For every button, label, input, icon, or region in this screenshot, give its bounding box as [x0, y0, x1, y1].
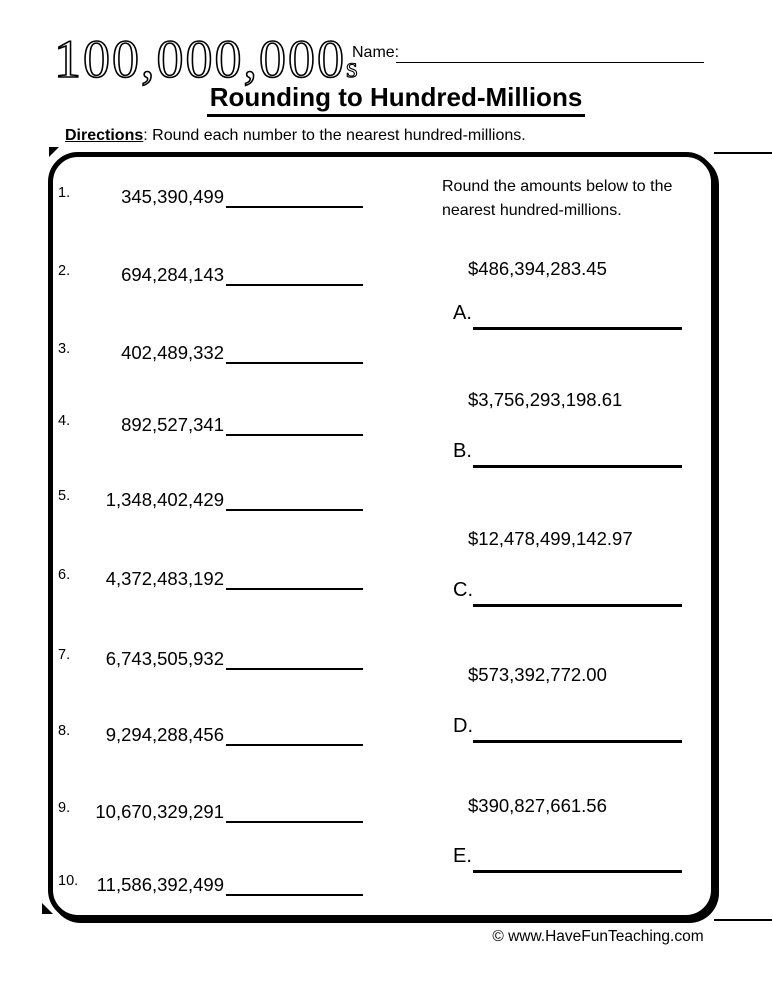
- problem-number: 7.: [58, 647, 71, 663]
- problem-row-8: [58, 719, 363, 747]
- answer-line-d[interactable]: [473, 740, 682, 743]
- problem-number: 9.: [58, 800, 71, 816]
- problem-row-7: [58, 643, 363, 671]
- title-wrap: [20, 84, 772, 117]
- money-instruction-line1: Round the amounts below to the: [442, 178, 673, 195]
- problem-value: 694,284,143: [121, 264, 224, 285]
- problem-row-4: [58, 409, 363, 437]
- problem-value: 11,586,392,499: [96, 874, 224, 895]
- problem-number: 6.: [58, 567, 71, 583]
- problem-row-2: [58, 259, 363, 287]
- answer-blank-8[interactable]: [226, 724, 363, 746]
- problem-number: 2.: [58, 263, 71, 279]
- problem-number: 10.: [58, 873, 79, 889]
- problem-value: 402,489,332: [121, 342, 224, 363]
- money-answer-row-d: [453, 715, 682, 745]
- answer-blank-6[interactable]: [226, 568, 363, 590]
- answer-line-a[interactable]: [473, 327, 682, 330]
- directions-label: Directions: [65, 127, 144, 144]
- money-instruction-line2: nearest hundred-millions.: [442, 202, 622, 219]
- answer-blank-10[interactable]: [226, 874, 363, 896]
- answer-blank-2[interactable]: [226, 264, 363, 286]
- money-answer-row-c: [453, 579, 682, 609]
- money-instruction: [442, 175, 672, 223]
- answer-line-e[interactable]: [473, 870, 682, 873]
- problem-row-9: [58, 796, 363, 824]
- problem-value: 9,294,288,456: [105, 724, 224, 745]
- money-amount-a: $486,394,283.45: [468, 258, 607, 279]
- problem-value: 892,527,341: [121, 414, 224, 435]
- logo-suffix: s: [346, 51, 358, 84]
- money-amount-d: $573,392,772.00: [468, 664, 607, 685]
- corner-notch-top-left: [49, 147, 59, 157]
- problem-number: 1.: [58, 185, 71, 201]
- name-label: Name:: [352, 44, 400, 61]
- money-answer-row-a: [453, 302, 682, 332]
- problem-value: 6,743,505,932: [105, 648, 224, 669]
- top-extension-line: [714, 152, 772, 154]
- page-title: Rounding to Hundred-Millions: [207, 84, 586, 117]
- problem-value: 10,670,329,291: [95, 801, 224, 822]
- answer-blank-3[interactable]: [226, 342, 363, 364]
- problem-value: 4,372,483,192: [105, 568, 224, 589]
- directions: [65, 126, 526, 146]
- answer-line-b[interactable]: [473, 465, 682, 468]
- problem-number: 8.: [58, 723, 71, 739]
- money-amount-c: $12,478,499,142.97: [468, 528, 633, 549]
- answer-letter: D.: [453, 715, 473, 737]
- problem-value: 345,390,499: [121, 186, 224, 207]
- money-answer-row-b: [453, 440, 682, 470]
- money-amount-b: $3,756,293,198.61: [468, 389, 623, 410]
- problem-row-5: [58, 484, 363, 512]
- problem-number: 3.: [58, 341, 71, 357]
- worksheet-box: [48, 152, 716, 920]
- answer-blank-9[interactable]: [226, 801, 363, 823]
- bottom-extension-line: [714, 919, 772, 921]
- answer-letter: A.: [453, 302, 472, 324]
- logo-hundred-millions: [54, 29, 358, 89]
- problem-number: 4.: [58, 413, 71, 429]
- answer-blank-7[interactable]: [226, 648, 363, 670]
- problem-number: 5.: [58, 488, 71, 504]
- copyright-footer: © www.HaveFunTeaching.com: [492, 928, 704, 945]
- answer-letter: C.: [453, 579, 473, 601]
- logo-number: 100,000,000: [54, 29, 346, 89]
- answer-blank-5[interactable]: [226, 489, 363, 511]
- answer-blank-1[interactable]: [226, 186, 363, 208]
- answer-letter: B.: [453, 440, 472, 462]
- money-amount-e: $390,827,661.56: [468, 795, 607, 816]
- answer-blank-4[interactable]: [226, 414, 363, 436]
- problem-value: 1,348,402,429: [105, 489, 224, 510]
- problem-row-10: [58, 869, 363, 897]
- problem-row-6: [58, 563, 363, 591]
- answer-letter: E.: [453, 845, 472, 867]
- name-input-line[interactable]: [396, 62, 704, 63]
- directions-text: : Round each number to the nearest hundred-millions.: [143, 127, 526, 144]
- money-answer-row-e: [453, 845, 682, 875]
- answer-line-c[interactable]: [473, 604, 682, 607]
- problem-row-1: [58, 181, 363, 209]
- problem-row-3: [58, 337, 363, 365]
